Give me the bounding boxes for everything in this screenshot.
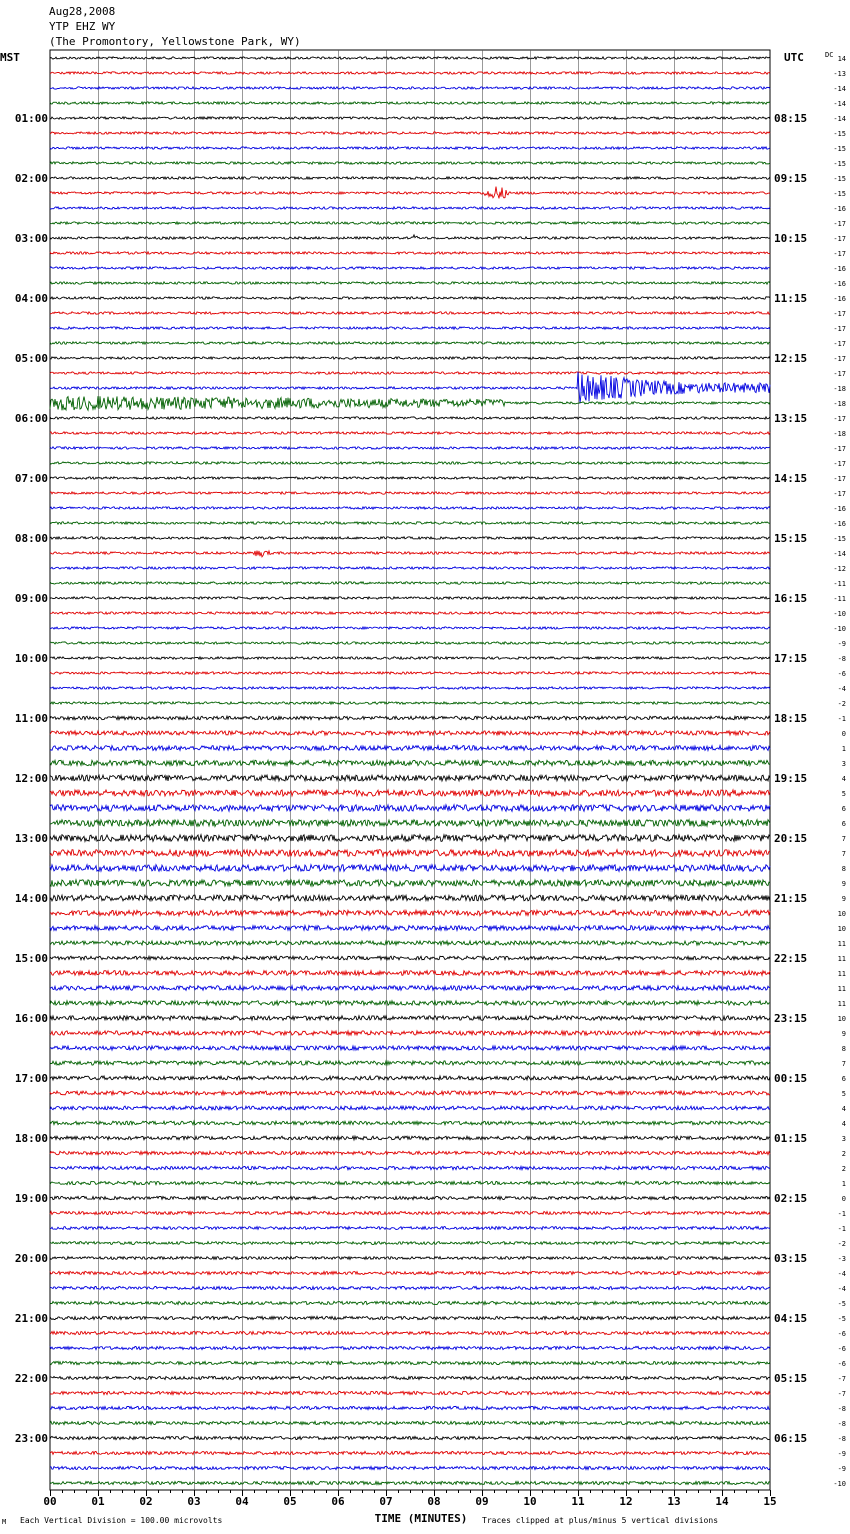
seismic-trace xyxy=(50,357,770,359)
right-hour-label: 23:15 xyxy=(774,1012,808,1025)
seismic-trace xyxy=(50,372,770,404)
seismic-trace xyxy=(50,1196,770,1199)
seismic-trace xyxy=(50,880,770,886)
dc-offset-label: -17 xyxy=(833,220,846,228)
left-hour-label: 01:00 xyxy=(14,112,48,125)
seismic-trace xyxy=(50,1016,770,1020)
dc-offset-label: -11 xyxy=(833,580,846,588)
dc-offset-label: -17 xyxy=(833,475,846,483)
dc-offset-label: -9 xyxy=(837,640,846,648)
dc-offset-label: -11 xyxy=(833,595,846,603)
dc-offset-label: 6 xyxy=(841,820,846,828)
seismic-trace xyxy=(50,222,770,224)
dc-offset-label: 3 xyxy=(841,1135,846,1143)
left-hour-label: 20:00 xyxy=(14,1252,48,1265)
seismic-trace xyxy=(50,986,770,991)
right-hour-label: 09:15 xyxy=(774,172,808,185)
dc-offset-label: -18 xyxy=(833,400,846,408)
dc-offset-label: 8 xyxy=(841,865,846,873)
dc-offset-label: 9 xyxy=(841,880,846,888)
seismic-trace xyxy=(50,1181,770,1184)
seismic-trace xyxy=(50,312,770,314)
x-tick-label: 02 xyxy=(139,1495,153,1508)
right-hour-label: 02:15 xyxy=(774,1192,808,1205)
seismic-trace xyxy=(50,177,770,179)
seismic-trace xyxy=(50,971,770,976)
seismic-trace xyxy=(50,447,770,449)
dc-offset-label: -16 xyxy=(833,265,846,273)
footer-scale-note: Each Vertical Division = 100.00 microvolts xyxy=(20,1516,223,1525)
dc-offset-label: -15 xyxy=(833,190,846,198)
dc-offset-label: -17 xyxy=(833,490,846,498)
left-hour-label: 16:00 xyxy=(14,1012,48,1025)
seismic-trace xyxy=(50,327,770,329)
dc-offset-label: -14 xyxy=(833,85,846,93)
dc-offset-label: 0 xyxy=(841,730,846,738)
seismic-trace xyxy=(50,790,770,796)
seismic-trace xyxy=(50,657,770,659)
dc-offset-label: -10 xyxy=(833,625,846,633)
dc-offset-label: -17 xyxy=(833,250,846,258)
right-hour-label: 17:15 xyxy=(774,652,808,665)
right-hour-label: 15:15 xyxy=(774,532,808,545)
x-tick-label: 01 xyxy=(91,1495,105,1508)
dc-offset-label: -15 xyxy=(833,130,846,138)
seismic-trace xyxy=(50,57,770,59)
dc-offset-label: -16 xyxy=(833,280,846,288)
seismic-trace xyxy=(50,282,770,284)
x-tick-label: 09 xyxy=(475,1495,489,1508)
dc-offset-label: 5 xyxy=(841,1090,846,1098)
seismic-trace xyxy=(50,1227,770,1230)
seismic-trace xyxy=(50,716,770,720)
dc-offset-label: 1 xyxy=(841,1180,846,1188)
seismic-trace xyxy=(50,1451,770,1454)
seismic-trace xyxy=(50,850,770,857)
seismic-trace xyxy=(50,235,770,239)
x-tick-label: 06 xyxy=(331,1495,345,1508)
dc-offset-label: -16 xyxy=(833,295,846,303)
seismic-trace xyxy=(50,687,770,689)
dc-offset-label: -7 xyxy=(837,1375,846,1383)
dc-offset-label: -16 xyxy=(833,505,846,513)
seismic-trace xyxy=(50,492,770,494)
x-tick-label: 04 xyxy=(235,1495,249,1508)
dc-offset-label: 4 xyxy=(841,1105,846,1113)
seismic-trace xyxy=(50,582,770,584)
dc-offset-label: -17 xyxy=(833,460,846,468)
seismic-trace xyxy=(50,760,770,765)
seismic-trace xyxy=(50,926,770,931)
dc-offset-label: -9 xyxy=(837,1465,846,1473)
dc-offset-label: 7 xyxy=(841,1060,846,1068)
seismic-trace xyxy=(50,1242,770,1245)
dc-offset-label: 7 xyxy=(841,835,846,843)
dc-offset-label: -2 xyxy=(837,1240,846,1248)
dc-offset-label: -18 xyxy=(833,430,846,438)
dc-offset-label: -15 xyxy=(833,535,846,543)
dc-offset-label: 0 xyxy=(841,1195,846,1203)
dc-offset-label: 11 xyxy=(837,1000,846,1008)
seismic-trace xyxy=(50,1286,770,1289)
seismic-trace xyxy=(50,1421,770,1424)
dc-offset-label: -18 xyxy=(833,385,846,393)
dc-offset-label: -7 xyxy=(837,1390,846,1398)
seismic-trace xyxy=(50,1391,770,1394)
seismic-trace xyxy=(50,147,770,149)
dc-offset-label: 4 xyxy=(841,1120,846,1128)
left-hour-label: 13:00 xyxy=(14,832,48,845)
dc-offset-label: 11 xyxy=(837,955,846,963)
left-hour-label: 10:00 xyxy=(14,652,48,665)
dc-offset-label: -17 xyxy=(833,310,846,318)
right-hour-label: 18:15 xyxy=(774,712,808,725)
seismic-trace xyxy=(50,162,770,164)
right-hour-label: 04:15 xyxy=(774,1312,808,1325)
dc-offset-label: 11 xyxy=(837,970,846,978)
left-hour-label: 14:00 xyxy=(14,892,48,905)
seismic-trace xyxy=(50,1001,770,1005)
left-hour-label: 22:00 xyxy=(14,1372,48,1385)
dc-offset-label: -17 xyxy=(833,415,846,423)
seismic-trace xyxy=(50,1257,770,1260)
seismic-trace xyxy=(50,567,770,569)
dc-offset-label: -5 xyxy=(837,1300,846,1308)
right-hour-label: 01:15 xyxy=(774,1132,808,1145)
seismic-trace xyxy=(50,117,770,119)
seismic-trace xyxy=(50,462,770,464)
dc-offset-label: -9 xyxy=(837,1450,846,1458)
x-tick-label: 12 xyxy=(619,1495,633,1508)
seismic-trace xyxy=(50,1046,770,1050)
right-hour-label: 21:15 xyxy=(774,892,808,905)
station-location: (The Promontory, Yellowstone Park, WY) xyxy=(49,35,301,48)
seismic-trace xyxy=(50,1316,770,1319)
seismic-trace xyxy=(50,187,770,199)
seismic-trace xyxy=(50,1076,770,1080)
seismic-trace xyxy=(50,775,770,781)
left-hour-label: 11:00 xyxy=(14,712,48,725)
x-tick-label: 14 xyxy=(715,1495,729,1508)
chart-grid xyxy=(50,50,771,1496)
dc-offset-label: 11 xyxy=(837,985,846,993)
dc-offset-label: 14 xyxy=(837,55,846,63)
dc-offset-label: -8 xyxy=(837,1405,846,1413)
seismic-trace xyxy=(50,642,770,644)
seismic-trace xyxy=(50,820,770,827)
seismic-trace xyxy=(50,612,770,614)
dc-offset-label: 10 xyxy=(837,925,846,933)
dc-offset-label: 6 xyxy=(841,1075,846,1083)
x-tick-label: 00 xyxy=(43,1495,57,1508)
seismic-trace xyxy=(50,507,770,509)
record-date: Aug28,2008 xyxy=(49,5,116,18)
left-hour-label: 04:00 xyxy=(14,292,48,305)
seismic-trace xyxy=(50,1061,770,1065)
right-hour-label: 06:15 xyxy=(774,1432,808,1445)
dc-offset-label: -17 xyxy=(833,445,846,453)
seismic-trace xyxy=(50,551,770,557)
dc-offset-label: 2 xyxy=(841,1165,846,1173)
footer-clip-note: Traces clipped at plus/minus 5 vertical divisions xyxy=(482,1516,719,1525)
dc-offset-label: -3 xyxy=(837,1255,846,1263)
dc-offset-label: -5 xyxy=(837,1315,846,1323)
seismic-trace xyxy=(50,537,770,539)
left-hour-label: 17:00 xyxy=(14,1072,48,1085)
left-hour-label: 03:00 xyxy=(14,232,48,245)
dc-offset-label: 3 xyxy=(841,760,846,768)
left-hour-label: 09:00 xyxy=(14,592,48,605)
right-hour-label: 03:15 xyxy=(774,1252,808,1265)
left-hour-label: 18:00 xyxy=(14,1132,48,1145)
left-hour-label: 02:00 xyxy=(14,172,48,185)
seismic-trace xyxy=(50,672,770,674)
x-tick-label: 10 xyxy=(523,1495,537,1508)
seismic-trace xyxy=(50,1106,770,1110)
seismic-trace xyxy=(50,1271,770,1274)
x-tick-label: 07 xyxy=(379,1495,393,1508)
seismic-trace xyxy=(50,956,770,960)
dc-offset-label: -6 xyxy=(837,1330,846,1338)
right-hour-label: 13:15 xyxy=(774,412,808,425)
seismic-trace xyxy=(50,1331,770,1334)
seismic-trace xyxy=(50,1406,770,1409)
right-hour-label: 00:15 xyxy=(774,1072,808,1085)
dc-offset-label: -14 xyxy=(833,550,846,558)
dc-offset-label: -13 xyxy=(833,70,846,78)
dc-offset-label: 1 xyxy=(841,745,846,753)
left-hour-label: 05:00 xyxy=(14,352,48,365)
dc-offset-label: -1 xyxy=(837,1210,846,1218)
left-timezone-label: MST xyxy=(0,51,20,64)
seismic-trace xyxy=(50,297,770,299)
seismic-trace xyxy=(50,1361,770,1364)
seismic-trace xyxy=(50,72,770,74)
dc-offset-label: -17 xyxy=(833,340,846,348)
left-hour-label: 08:00 xyxy=(14,532,48,545)
dc-offset-label: -12 xyxy=(833,565,846,573)
seismic-trace xyxy=(50,267,770,269)
dc-offset-label: -14 xyxy=(833,100,846,108)
seismic-trace xyxy=(50,1436,770,1439)
right-timezone-label: UTC xyxy=(784,51,804,64)
left-hour-label: 12:00 xyxy=(14,772,48,785)
seismic-trace xyxy=(50,597,770,599)
seismic-trace xyxy=(50,1481,770,1484)
seismic-trace xyxy=(50,132,770,134)
dc-offset-label: -2 xyxy=(837,700,846,708)
dc-offset-label: -4 xyxy=(837,685,846,693)
right-hour-label: 20:15 xyxy=(774,832,808,845)
seismic-trace xyxy=(50,417,770,419)
dc-offset-label: -15 xyxy=(833,160,846,168)
dc-offset-label: -4 xyxy=(837,1270,846,1278)
seismic-trace xyxy=(50,342,770,344)
seismic-trace xyxy=(50,1136,770,1140)
x-tick-label: 05 xyxy=(283,1495,297,1508)
x-tick-label: 11 xyxy=(571,1495,585,1508)
seismic-trace xyxy=(50,627,770,629)
x-tick-label: 15 xyxy=(763,1495,777,1508)
dc-offset-label: -8 xyxy=(837,655,846,663)
right-hour-label: 12:15 xyxy=(774,352,808,365)
seismic-trace xyxy=(50,895,770,901)
x-tick-label: 08 xyxy=(427,1495,441,1508)
seismic-trace xyxy=(50,432,770,434)
dc-offset-label: -6 xyxy=(837,1360,846,1368)
seismic-trace xyxy=(50,87,770,89)
dc-offset-label: 2 xyxy=(841,1150,846,1158)
seismic-trace xyxy=(50,731,770,735)
dc-offset-label: -1 xyxy=(837,1225,846,1233)
dc-offset-label: 4 xyxy=(841,775,846,783)
dc-offset-label: -6 xyxy=(837,670,846,678)
seismic-trace xyxy=(50,910,770,915)
seismic-trace xyxy=(50,1466,770,1469)
seismic-trace xyxy=(50,207,770,209)
left-hour-label: 07:00 xyxy=(14,472,48,485)
dc-offset-label: -17 xyxy=(833,325,846,333)
footer-mark: M xyxy=(2,1518,7,1526)
station-code: YTP EHZ WY xyxy=(49,20,116,33)
seismic-trace xyxy=(50,477,770,479)
dc-offset-label: 10 xyxy=(837,910,846,918)
dc-offset-label: 7 xyxy=(841,850,846,858)
seismic-trace xyxy=(50,1301,770,1304)
dc-offset-label: -17 xyxy=(833,235,846,243)
seismic-trace xyxy=(50,805,770,812)
seismic-trace xyxy=(50,1166,770,1169)
dc-offset-label: 8 xyxy=(841,1045,846,1053)
seismic-trace xyxy=(50,1031,770,1035)
seismic-trace xyxy=(50,396,770,410)
left-hour-label: 15:00 xyxy=(14,952,48,965)
x-tick-label: 03 xyxy=(187,1495,201,1508)
dc-offset-label: -4 xyxy=(837,1285,846,1293)
seismic-trace xyxy=(50,941,770,945)
seismic-trace xyxy=(50,1151,770,1154)
dc-offset-label: -16 xyxy=(833,520,846,528)
dc-offset-label: 11 xyxy=(837,940,846,948)
right-hour-label: 19:15 xyxy=(774,772,808,785)
right-hour-label: 16:15 xyxy=(774,592,808,605)
dc-offset-label: -8 xyxy=(837,1420,846,1428)
dc-offset-label: -1 xyxy=(837,715,846,723)
seismic-trace xyxy=(50,1212,770,1215)
dc-header-label: DC xyxy=(825,51,834,59)
dc-offset-label: -6 xyxy=(837,1345,846,1353)
x-axis-label: TIME (MINUTES) xyxy=(374,1512,468,1525)
seismic-trace xyxy=(50,865,770,872)
dc-offset-label: 6 xyxy=(841,805,846,813)
right-hour-label: 10:15 xyxy=(774,232,808,245)
dc-offset-label: -17 xyxy=(833,370,846,378)
seismic-trace xyxy=(50,102,770,104)
seismic-trace xyxy=(50,372,770,374)
right-hour-label: 22:15 xyxy=(774,952,808,965)
right-hour-label: 05:15 xyxy=(774,1372,808,1385)
dc-offset-label: -10 xyxy=(833,1480,846,1488)
right-hour-label: 08:15 xyxy=(774,112,808,125)
label-group xyxy=(0,51,846,1526)
left-hour-label: 06:00 xyxy=(14,412,48,425)
dc-offset-label: 10 xyxy=(837,1015,846,1023)
seismic-trace xyxy=(50,746,770,751)
dc-offset-label: -14 xyxy=(833,115,846,123)
dc-offset-label: 9 xyxy=(841,895,846,903)
seismic-trace xyxy=(50,702,770,704)
right-hour-label: 14:15 xyxy=(774,472,808,485)
dc-offset-label: -10 xyxy=(833,610,846,618)
seismic-trace xyxy=(50,1376,770,1379)
seismic-trace xyxy=(50,522,770,524)
x-tick-label: 13 xyxy=(667,1495,681,1508)
seismic-trace xyxy=(50,1091,770,1095)
dc-offset-label: 5 xyxy=(841,790,846,798)
left-hour-label: 23:00 xyxy=(14,1432,48,1445)
left-hour-label: 21:00 xyxy=(14,1312,48,1325)
dc-offset-label: 9 xyxy=(841,1030,846,1038)
seismic-trace xyxy=(50,1121,770,1125)
dc-offset-label: -15 xyxy=(833,145,846,153)
seismic-trace xyxy=(50,1346,770,1349)
left-hour-label: 19:00 xyxy=(14,1192,48,1205)
dc-offset-label: -16 xyxy=(833,205,846,213)
dc-offset-label: -15 xyxy=(833,175,846,183)
dc-offset-label: -17 xyxy=(833,355,846,363)
trace-group xyxy=(50,57,770,1485)
dc-offset-label: -8 xyxy=(837,1435,846,1443)
seismic-trace xyxy=(50,252,770,254)
right-hour-label: 11:15 xyxy=(774,292,808,305)
seismic-trace xyxy=(50,835,770,842)
